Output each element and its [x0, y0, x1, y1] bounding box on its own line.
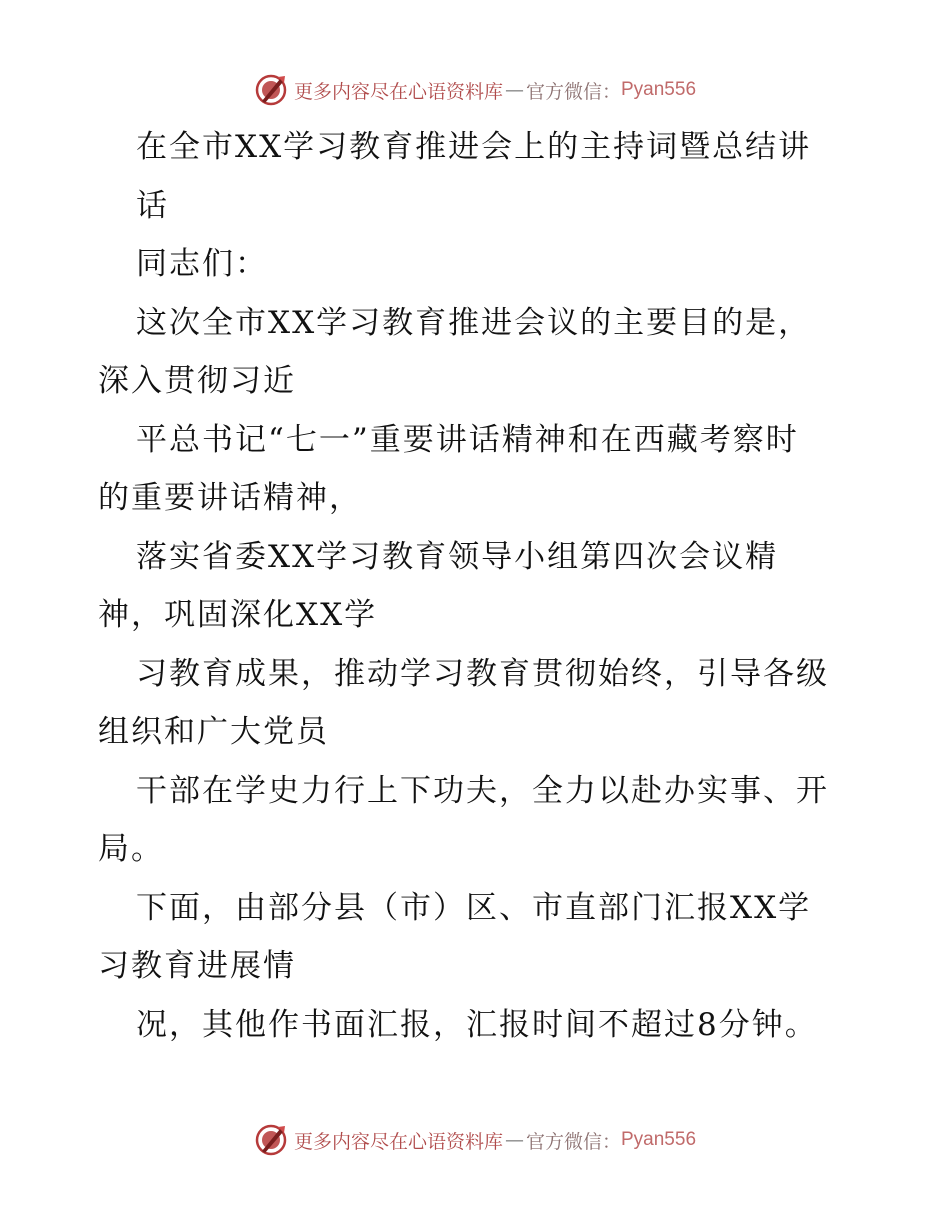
banner-wechat-label: 官方微信： [525, 1130, 621, 1153]
banner-brand-text: 更多内容尽在心语资料库 [293, 1130, 503, 1153]
document-line: 神，巩固深化XX学 [98, 597, 378, 633]
banner-wechat-id: Pyan556 [621, 79, 697, 100]
footer-watermark-banner [0, 1120, 950, 1160]
banner-dash: — [504, 79, 524, 101]
banner-wechat-label: 官方微信： [525, 80, 621, 103]
document-line: 下面，由部分县（市）区、市直部门汇报XX学 [136, 889, 812, 926]
document-line: 习教育进展情 [98, 948, 296, 984]
document-line: 在全市XX学习教育推进会上的主持词暨总结讲 [136, 129, 812, 165]
banner-dash: — [504, 1129, 524, 1151]
document-line: 落实省委XX学习教育领导小组第四次会议精 [136, 538, 779, 575]
document-line: 话 [136, 187, 169, 224]
document-line: 干部在学史力行上下功夫，全力以赴办实事、开 [136, 772, 829, 809]
quill-seal-logo-icon [254, 73, 288, 107]
header-watermark-banner [0, 70, 950, 110]
document-line: 习教育成果，推动学习教育贯彻始终，引导各级 [136, 655, 829, 692]
document-line: 局。 [98, 831, 164, 867]
document-line: 的重要讲话精神， [98, 480, 362, 516]
document-line: 况，其他作书面汇报，汇报时间不超过8分钟。 [136, 1006, 818, 1043]
banner-brand-text: 更多内容尽在心语资料库 [293, 80, 503, 103]
document-line: 深入贯彻习近 [98, 363, 296, 399]
banner-wechat-id: Pyan556 [621, 1129, 697, 1150]
document-line: 平总书记“七一”重要讲话精神和在西藏考察时 [136, 421, 799, 458]
quill-seal-logo-icon [254, 1123, 288, 1157]
document-line: 同志们： [136, 246, 268, 282]
document-line: 这次全市XX学习教育推进会议的主要目的是， [136, 304, 812, 341]
document-body [98, 118, 888, 1054]
document-line: 组织和广大党员 [98, 714, 329, 750]
